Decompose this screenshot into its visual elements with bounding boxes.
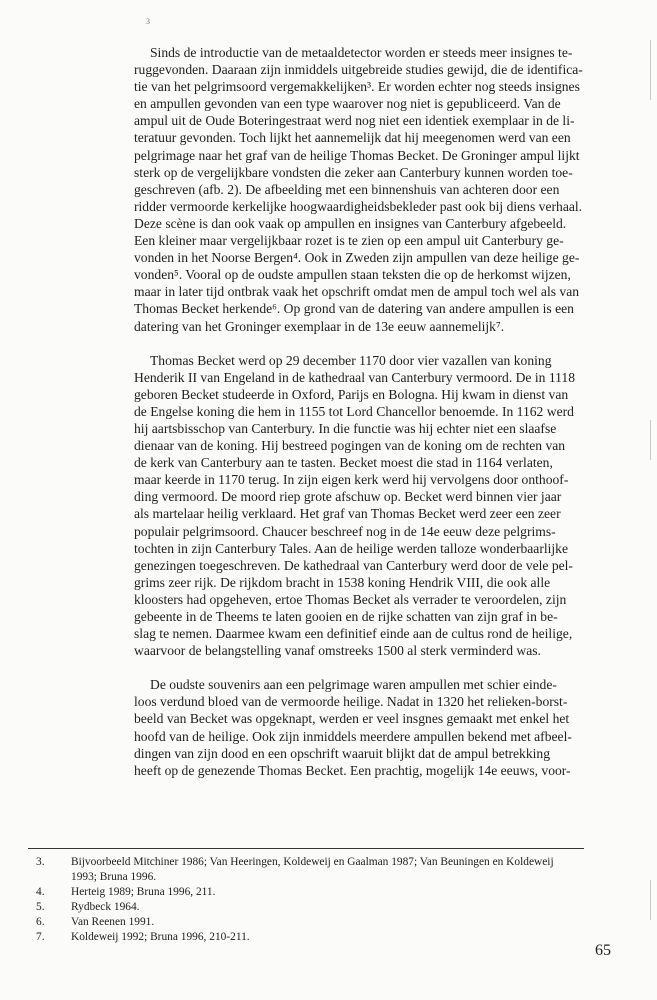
footnote-3	[36, 855, 576, 885]
text-line: Thomas Becket werd op 29 december 1170 door vier vazallen van koning	[150, 352, 552, 368]
text-line: Thomas Becket herkende⁶. Op grond van de datering van andere ampullen is een	[134, 301, 574, 317]
text-line: gebeente in de Theems te laten gooien en de rijke schatten van zijn graf in be-	[134, 609, 558, 624]
text-line: dienaar van de koning. Hij bestreed pogingen van de koning om de rechten van	[134, 438, 566, 454]
footnote-number: 6.	[36, 916, 45, 928]
text-line: geschreven (afb. 2). De afbeelding met een binnenshuis van achteren door een	[134, 181, 560, 197]
footnote-text: Bijvoorbeeld Mitchiner 1986; Van Heeringen, Koldeweij en Gaalman 1987; Van Beuningen en Koldeweij	[71, 856, 554, 868]
paragraph-1	[134, 44, 583, 335]
text-line: slag te nemen. Daarmee kwam een definitief einde aan de cultus rond de heilige,	[134, 626, 573, 642]
footnote-number: 7.	[36, 931, 45, 943]
text-line: Henderik II van Engeland in de kathedraal van Canterbury vermoord. De in 1118	[134, 369, 576, 385]
text-line: tie van het pelgrimsoord vergemakkelijken³. Er worden echter nog steeds insignes	[134, 79, 580, 95]
text-line: ridder vermoorde kerkelijke hoogwaardigheidsbekleder past ook bij diens verhaal.	[134, 198, 583, 214]
paragraph-2	[134, 352, 576, 660]
footnote-text: Van Reenen 1991.	[71, 916, 155, 928]
text-line: maar in later tijd ontbrak vaak het opschrift omdat men de ampul toch wel als van	[134, 284, 580, 300]
footnote-number: 5.	[36, 901, 45, 913]
footnote-4	[36, 885, 576, 900]
text-line: de Engelse koning die hem in 1155 tot Lord Chancellor benoemde. In 1162 werd	[134, 403, 574, 419]
text-line: ding vermoord. De moord riep grote afschuw op. Becket werd binnen vier jaar	[134, 489, 562, 505]
body-text	[134, 44, 583, 796]
text-line: hoofd van de heilige. Ook zijn inmiddels meerdere ampullen bekend met afbeel-	[134, 728, 572, 744]
text-line: ruggevonden. Daaraan zijn inmiddels uitgebreide studies gewijd, die de identifica-	[134, 62, 583, 78]
text-line: en ampullen gevonden van een type waarover nog niet is gepubliceerd. Van de	[134, 96, 561, 112]
text-line: hij aartsbisschop van Canterbury. In die functie was hij echter niet een slaafse	[134, 420, 557, 436]
footnote-number: 4.	[36, 886, 45, 898]
text-line: heeft op de genezende Thomas Becket. Een prachtig, mogelijk 14e eeuws, voor-	[134, 762, 571, 778]
text-line: Sinds de introductie van de metaaldetector worden er steeds meer insignes te-	[150, 45, 573, 60]
footnote-divider	[28, 848, 584, 849]
footnote-number: 3.	[36, 856, 45, 868]
text-line: Deze scène is dan ook vaak op ampullen en insignes van Canterbury afgebeeld.	[134, 215, 567, 231]
text-line: teratuur gevonden. Toch lijkt het aannemelijk dat hij meegenomen werd van een	[134, 130, 571, 146]
text-line: pelgrimage naar het graf van de heilige Thomas Becket. De Groninger ampul lijkt	[134, 147, 580, 163]
text-line: de kerk van Canterbury aan te tasten. Becket moest die stad in 1164 verlaten,	[134, 455, 553, 471]
text-line: ampul uit de Oude Boteringestraat werd nog niet een identiek exemplaar in de li-	[134, 113, 575, 129]
text-line: Een kleiner maar vergelijkbaar rozet is te zien op een ampul uit Canterbury ge-	[134, 233, 564, 249]
text-line: De oudste souvenirs aan een pelgrimage waren ampullen met schier einde-	[150, 677, 557, 693]
text-line: datering van het Groninger exemplaar in de 13e eeuw aannemelijk⁷.	[134, 318, 505, 334]
scan-edge	[650, 420, 651, 460]
text-line: grims zeer rijk. De rijkdom bracht in 1538 koning Hendrik VIII, die ook alle	[134, 574, 551, 590]
text-line: maar keerde in 1170 terug. In zijn eigen kerk werd hij vervolgens door onthoof-	[134, 472, 569, 488]
footnotes	[36, 855, 576, 945]
paragraph-3	[134, 676, 572, 779]
footnote-continuation: 1993; Bruna 1996.	[71, 871, 157, 883]
page-mark: 3	[146, 17, 150, 26]
footnote-5	[36, 900, 576, 915]
text-line: waarvoor de belangstelling vanaf omstreeks 1500 al sterk verminderd was.	[134, 643, 541, 659]
text-line: tochten in zijn Canterbury Tales. Aan de heilige werden talloze wonderbaarlijke	[134, 540, 569, 556]
scan-edge	[650, 40, 651, 100]
page-number: 65	[595, 942, 611, 959]
footnote-text: Koldeweij 1992; Bruna 1996, 210-211.	[71, 931, 250, 943]
text-line: loos verdund bloed van de vermoorde heilige. Nadat in 1320 het relieken-borst-	[134, 694, 568, 710]
text-line: dingen van zijn dood en een opschrift waaruit blijkt dat de ampul betrekking	[134, 745, 551, 761]
text-line: geboren Becket studeerde in Oxford, Parijs en Bologna. Hij kwam in dienst van	[134, 386, 569, 402]
text-line: beeld van Becket was opgeknapt, werden er veel insgnes gemaakt met enkel het	[134, 711, 570, 727]
text-line: genezingen toegeschreven. De kathedraal van Canterbury werd door de vele pel-	[134, 557, 573, 573]
footnote-text: Herteig 1989; Bruna 1996, 211.	[71, 886, 216, 898]
text-line: vonden in het Noorse Bergen⁴. Ook in Zweden zijn ampullen van deze heilige ge-	[134, 250, 580, 266]
footnote-text: Rydbeck 1964.	[71, 901, 140, 913]
footnote-6	[36, 915, 576, 930]
text-line: als martelaar heilig verklaard. Het graf van Thomas Becket werd zeer een zeer	[134, 506, 561, 522]
text-line: sterk op de vergelijkbare vondsten die zeker aan Canterbury kunnen worden toe-	[134, 164, 573, 180]
text-line: vonden⁵. Vooral op de oudste ampullen staan teksten die op de herkomst wijzen,	[134, 267, 571, 283]
footnote-7	[36, 930, 576, 945]
text-line: kloosters had opgeheven, ertoe Thomas Becket als verrader te veroordelen, zijn	[134, 591, 567, 607]
scan-edge	[650, 880, 651, 920]
text-line: populair pelgrimsoord. Chaucer beschreef nog in de 14e eeuw deze pelgrims-	[134, 523, 556, 539]
